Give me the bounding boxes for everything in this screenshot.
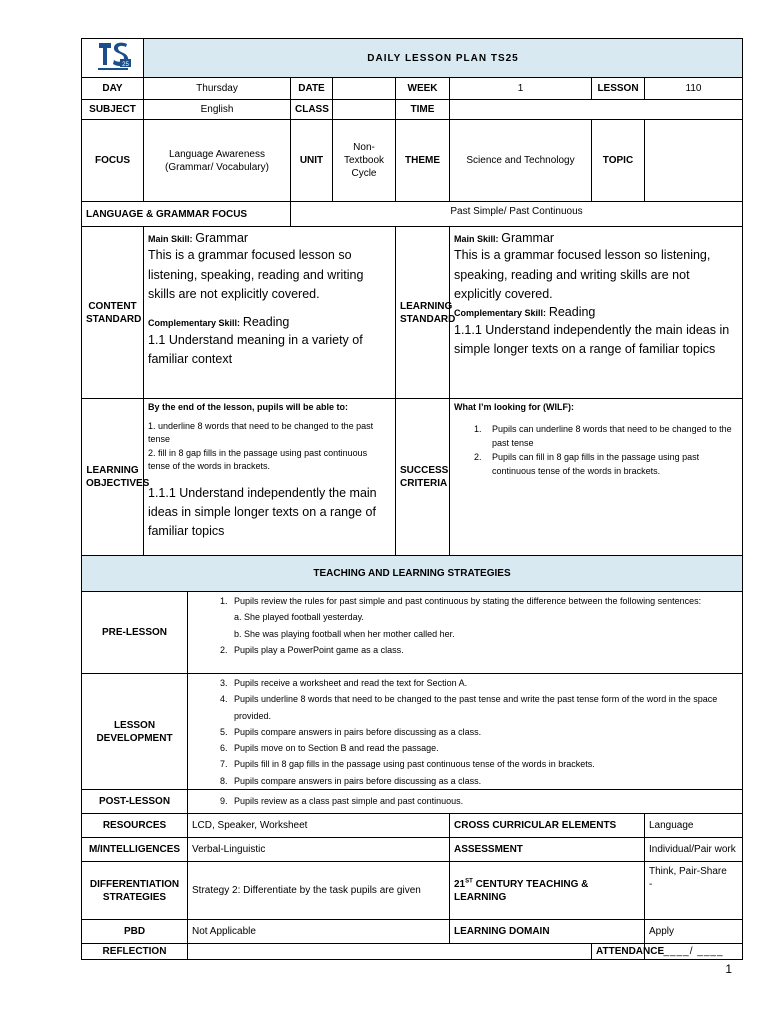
development-step: 5. Pupils compare answers in pairs before discussing as a class. [230,724,738,740]
learning-standard-cell[interactable] [450,227,743,399]
lesson-label: LESSON [592,78,645,100]
focus-row [82,120,743,202]
lesson-development-row [82,674,743,790]
title-row [82,39,743,78]
logo-number: 25 [121,61,129,68]
attendance-label: ATTENDANCE [592,944,645,960]
lesson-value[interactable]: 110 [645,78,743,100]
post-lesson-row [82,790,743,814]
ls-main-skill-label: Main Skill: [454,234,499,244]
resources-value[interactable]: LCD, Speaker, Worksheet [188,814,450,838]
class-value[interactable] [333,100,396,120]
ls-main-text: This is a grammar focused lesson so listening, speaking, reading and writing skills are not explicitly covered. [454,248,711,301]
page-title: DAILY LESSON PLAN TS25 [144,39,743,78]
topic-value[interactable] [645,120,743,202]
wilf-item: 1. Pupils can underline 8 words that need to be changed to the past tense [484,422,738,450]
date-value[interactable] [333,78,396,100]
subject-value[interactable]: English [144,100,291,120]
example-sentence-b: b. She was playing football when her mother called her. [234,628,455,639]
focus-label: FOCUS [82,120,144,202]
learning-domain-value[interactable]: Apply [645,920,743,944]
pre-lesson-step: 2. Pupils play a PowerPoint game as a class. [230,642,738,658]
development-step: 4. Pupils underline 8 words that need to be changed to the past tense and write the past tense form of the word in the space provided. [230,691,738,724]
post-lesson-step: 9. Pupils review as a class past simple and past continuous. [230,793,738,809]
learning-objectives-cell[interactable] [144,399,396,556]
development-step: 3. Pupils receive a worksheet and read the text for Section A. [230,675,738,691]
21st-century-strategy: Think, Pair-Share [649,866,727,878]
day-value[interactable]: Thursday [144,78,291,100]
21st-century-prefix: 21 [454,878,466,890]
ls-comp-skill-label: Complementary Skill: [454,308,547,319]
time-value[interactable] [450,100,743,120]
pbd-value[interactable]: Not Applicable [188,920,450,944]
content-standard-cell[interactable] [144,227,396,399]
cs-comp-text: 1.1 Understand meaning in a variety of familiar context [148,332,363,366]
21st-century-label [450,862,645,920]
unit-label: UNIT [291,120,333,202]
success-criteria-cell[interactable] [450,399,743,556]
topic-label: TOPIC [592,120,645,202]
cs-comp-skill: Reading [242,315,290,330]
strategies-title: TEACHING AND LEARNING STRATEGIES [82,556,743,592]
assessment-label: ASSESSMENT [450,838,645,862]
day-row [82,78,743,100]
subject-row [82,100,743,120]
week-value[interactable]: 1 [450,78,592,100]
content-standard-label: CONTENT STANDARD [82,227,144,399]
lesson-development-label: LESSON DEVELOPMENT [82,674,188,790]
standards-row [82,227,743,399]
lesson-plan-table [81,38,743,960]
objectives-intro: By the end of the lesson, pupils will be able to: [148,402,349,412]
pre-lesson-row [82,592,743,674]
development-step: 6. Pupils move on to Section B and read the passage. [230,740,738,756]
ls-comp-skill: Reading [548,305,596,320]
cross-curricular-value[interactable]: Language [645,814,743,838]
class-label: CLASS [291,100,333,120]
lesson-development-steps [192,675,738,789]
day-label: DAY [82,78,144,100]
unit-value[interactable]: Non-Textbook Cycle [333,120,396,202]
objective-item-2: 2. fill in 8 gap fills in the passage using past continuous tense of the words in brackets. [148,447,368,472]
ls-main-skill: Grammar [501,231,555,245]
intelligences-value[interactable]: Verbal-Linguistic [188,838,450,862]
date-label: DATE [291,78,333,100]
grammar-focus-value[interactable]: Past Simple/ Past Continuous [291,202,743,227]
pre-lesson-cell[interactable] [188,592,743,674]
lesson-development-cell[interactable] [188,674,743,790]
resources-label: RESOURCES [82,814,188,838]
cs-main-skill-label: Main Skill: [148,234,193,244]
attendance-value[interactable]: ____/ ____ [645,944,743,960]
grammar-focus-row [82,202,743,227]
pbd-label: PBD [82,920,188,944]
21st-century-value[interactable] [645,862,743,920]
time-label: TIME [396,100,450,120]
learning-objectives-label: LEARNING OBJECTIVES [82,399,144,556]
differentiation-label: DIFFERENTIATION STRATEGIES [82,862,188,920]
week-label: WEEK [396,78,450,100]
cs-main-text: This is a grammar focused lesson so listening, speaking, reading and writing skills are not explicitly covered. [148,248,364,301]
differentiation-value[interactable]: Strategy 2: Differentiate by the task pupils are given [188,862,450,920]
ts25-logo-icon [93,39,133,73]
pre-lesson-step-text: Pupils review the rules for past simple and past continuous by stating the difference between the following sentences: [234,596,702,606]
learning-domain-label: LEARNING DOMAIN [450,920,645,944]
pbd-row [82,920,743,944]
objectives-standard: 1.1.1 Understand independently the main ideas in simple longer texts on a range of familiar topics [148,485,377,539]
differentiation-row [82,862,743,920]
wilf-item: 2. Pupils can fill in 8 gap fills in the passage using past continuous tense of the words in brackets. [484,450,738,478]
logo-cell [82,39,144,78]
example-sentence-a: a. She played football yesterday. [234,612,364,623]
cs-comp-skill-label: Complementary Skill: [148,318,241,329]
pre-lesson-label: PRE-LESSON [82,592,188,674]
reflection-label: REFLECTION [82,944,188,960]
resources-row [82,814,743,838]
grammar-focus-label: LANGUAGE & GRAMMAR FOCUS [82,202,291,227]
wilf-list [454,422,738,478]
post-lesson-cell[interactable] [188,790,743,814]
reflection-row [82,944,743,960]
development-step: 8. Pupils compare answers in pairs before discussing as a class. [230,773,738,789]
learning-standard-label: LEARNING STANDARD [396,227,450,399]
pre-lesson-steps [192,593,738,658]
post-lesson-label: POST-LESSON [82,790,188,814]
theme-value[interactable]: Science and Technology [450,120,592,202]
intelligences-row [82,838,743,862]
objectives-row [82,399,743,556]
theme-label: THEME [396,120,450,202]
ls-comp-text: 1.1.1 Understand independently the main ideas in simple longer texts on a range of familiar topics [454,322,730,356]
21st-century-sup: ST [465,878,473,885]
21st-century-dash: - [649,879,653,891]
intelligences-label: M/INTELLIGENCES [82,838,188,862]
post-lesson-steps [192,793,738,809]
cs-main-skill: Grammar [195,231,249,245]
focus-value[interactable]: Language Awareness (Grammar/ Vocabulary) [144,120,291,202]
reflection-value[interactable] [188,944,592,960]
development-step: 7. Pupils fill in 8 gap fills in the passage using past continuous tense of the words in brackets. [230,756,738,772]
strategies-header-row [82,556,743,592]
objective-item-1: 1. underline 8 words that need to be changed to the past tense [148,420,374,445]
success-criteria-label: SUCCESS CRITERIA [396,399,450,556]
cross-curricular-label: CROSS CURRICULAR ELEMENTS [450,814,645,838]
21st-century-text: CENTURY TEACHING & LEARNING [454,878,589,903]
subject-label: SUBJECT [82,100,144,120]
pre-lesson-step [230,593,738,642]
assessment-value[interactable]: Individual/Pair work [645,838,743,862]
page-number: 1 [725,962,732,976]
wilf-intro: What I’m looking for (WILF): [454,402,574,412]
